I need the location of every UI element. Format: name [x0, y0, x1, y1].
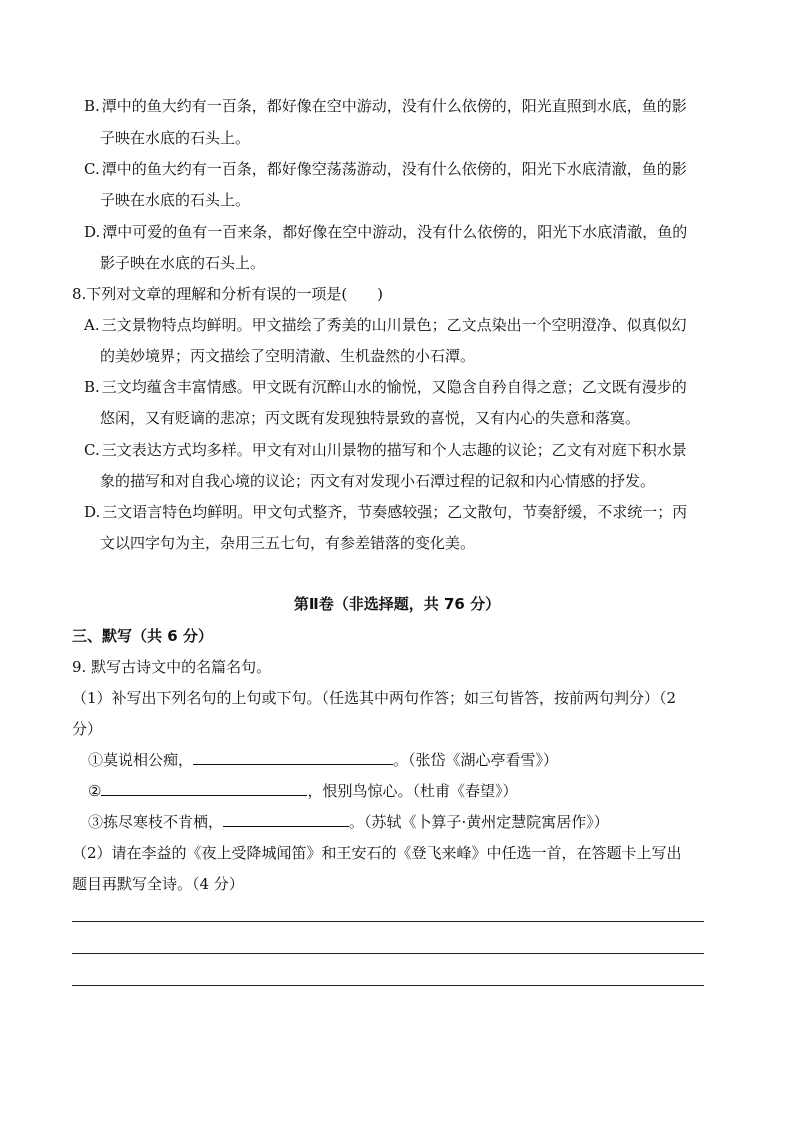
answer-blank-1[interactable] [193, 750, 393, 765]
q9-item-2: ② ，恨别鸟惊心。（杜甫《春望》） [88, 782, 518, 800]
q8-option-b-line1: B. 三文均蕴含丰富情感。甲文既有沉醉山水的愉悦，又隐含自矜自得之意；乙文既有漫步的 [84, 378, 687, 396]
q8-option-d-line2: 文以四字句为主，杂用三五七句，有参差错落的变化美。 [100, 534, 476, 552]
answer-line-3[interactable] [72, 985, 704, 986]
q8-option-c-line2: 象的描写和对自我心境的议论；丙文有对发现小石潭过程的记叙和内心情感的抒发。 [100, 472, 656, 490]
section-3-title: 三、默写（共 6 分） [72, 627, 213, 645]
q7-option-b-line2: 子映在水底的石头上。 [100, 129, 251, 147]
answer-blank-2[interactable] [101, 781, 307, 796]
q7-option-d-line2: 影子映在水底的石头上。 [100, 254, 266, 272]
q9-item-1: ①莫说相公痴， 。（张岱《湖心亭看雪》） [88, 751, 559, 769]
q9-part2-line2: 题目再默写全诗。（4 分） [72, 875, 244, 893]
q8-stem: 8.下列对文章的理解和分析有误的一项是( ) [72, 285, 384, 303]
q7-option-d-line1: D. 潭中可爱的鱼有一百来条，都好像在空中游动，没有什么依傍的，阳光下水底清澈，鱼的 [84, 223, 688, 241]
q8-option-a-line2: 的美妙境界；丙文描绘了空明清澈、生机盎然的小石潭。 [100, 347, 476, 365]
section-2-title: 第Ⅱ卷（非选择题，共 76 分） [293, 595, 501, 613]
answer-blank-3[interactable] [223, 812, 349, 827]
q7-option-c-line2: 子映在水底的石头上。 [100, 191, 251, 209]
answer-line-1[interactable] [72, 921, 704, 922]
q7-option-c-letter: C. [84, 160, 100, 178]
answer-line-2[interactable] [72, 953, 704, 954]
q9-part1-line1: （1）补写出下列名句的上句或下句。（任选其中两句作答；如三句皆答，按前两句判分）（2 [72, 689, 677, 707]
q8-option-a-line1: A. 三文景物特点均鲜明。甲文描绘了秀美的山川景色；乙文点染出一个空明澄净、似真似幻 [84, 316, 687, 334]
q7-option-b-line1: B. 潭中的鱼大约有一百条，都好像在空中游动，没有什么依傍的，阳光直照到水底，鱼的影 [84, 97, 687, 115]
q7-option-c-line1: C. 潭中的鱼大约有一百条，都好像空荡荡游动，没有什么依傍的，阳光下水底清澈，鱼的影 [84, 160, 687, 178]
q8-option-a-letter: A. [84, 316, 100, 334]
q7-option-b-letter: B. [84, 97, 100, 115]
q8-option-c-letter: C. [84, 441, 100, 459]
q9-part1-line2: 分） [72, 720, 103, 738]
q8-option-b-line2: 悠闲，又有贬谪的悲凉；丙文既有发现独特景致的喜悦，又有内心的失意和落寞。 [100, 409, 641, 427]
q9-stem: 9. 默写古诗文中的名篇名句。 [72, 658, 272, 676]
q8-option-b-letter: B. [84, 378, 100, 396]
q9-part2-line1: （2）请在李益的《夜上受降城闻笛》和王安石的《登飞来峰》中任选一首，在答题卡上写出 [72, 844, 682, 862]
q7-option-d-letter: D. [84, 223, 101, 241]
q8-option-d-letter: D. [84, 503, 101, 521]
q8-option-d-line1: D. 三文语言特色均鲜明。甲文句式整齐，节奏感较强；乙文散句，节奏舒缓，不求统一；丙 [84, 503, 688, 521]
q8-option-c-line1: C. 三文表达方式均多样。甲文有对山川景物的描写和个人志趣的议论；乙文有对庭下积水景 [84, 441, 687, 459]
q9-item-3: ③拣尽寒枝不肯栖， 。（苏轼《卜算子·黄州定慧院寓居作》） [88, 813, 609, 831]
